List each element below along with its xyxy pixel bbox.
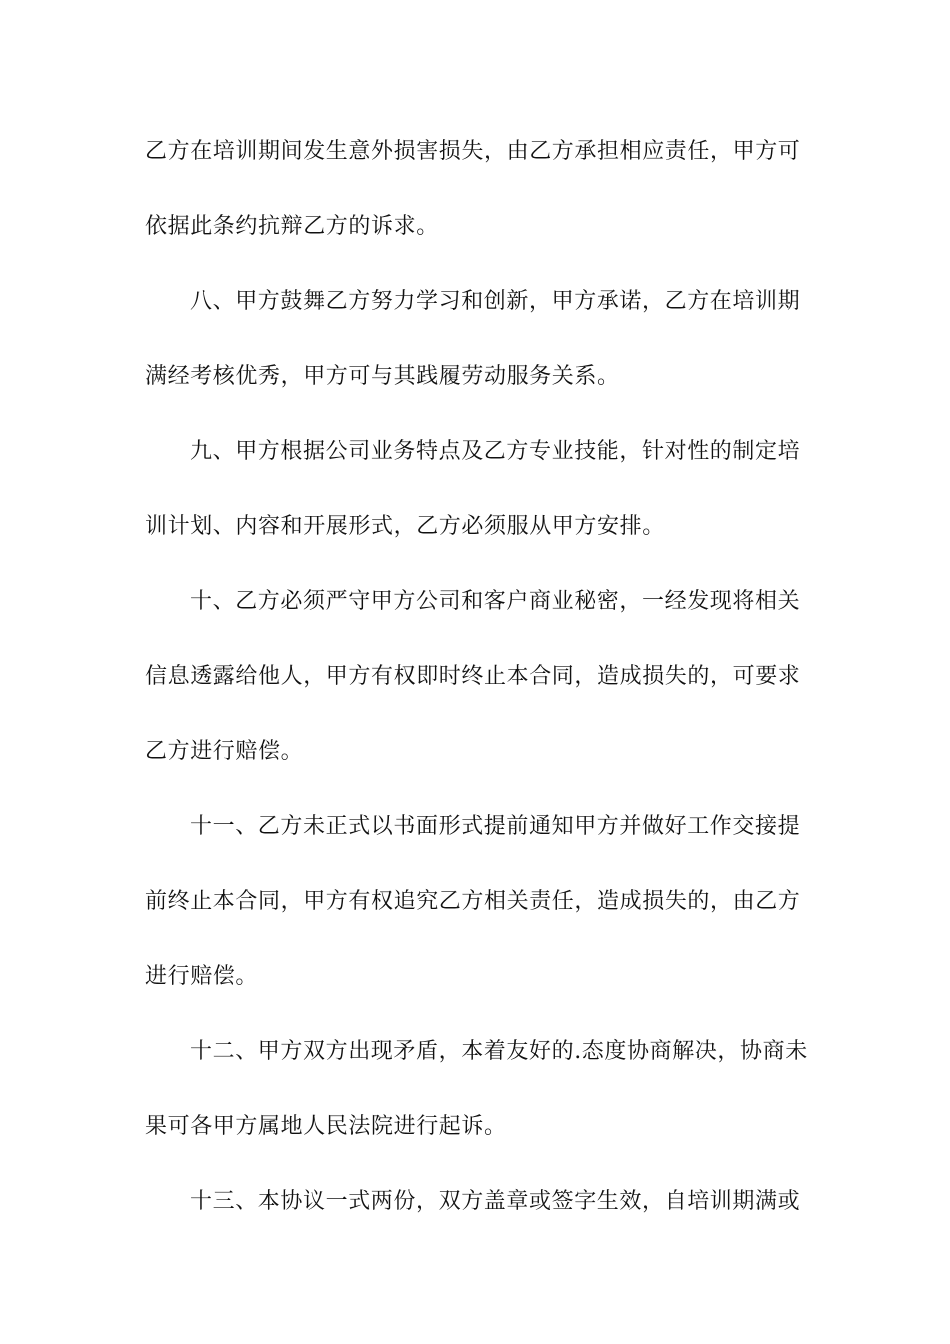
text-line: 训计划、内容和开展形式，乙方必须服从甲方安排。 xyxy=(145,514,665,539)
clause-9-start: 九、甲方根据公司业务特点及乙方专业技能，针对性的制定培 xyxy=(190,439,801,464)
text-line: 进行赔偿。 xyxy=(145,964,259,989)
text-line: 乙方进行赔偿。 xyxy=(145,739,304,764)
text-line: 信息透露给他人，甲方有权即时终止本合同，造成损失的，可要求 xyxy=(145,664,801,689)
text-line: 乙方在培训期间发生意外损害损失，由乙方承担相应责任，甲方可 xyxy=(145,139,801,164)
clause-10-start: 十、乙方必须严守甲方公司和客户商业秘密，一经发现将相关 xyxy=(190,589,801,614)
text-line: 前终止本合同，甲方有权追究乙方相关责任，造成损失的，由乙方 xyxy=(145,889,801,914)
clause-11-start: 十一、乙方未正式以书面形式提前通知甲方并做好工作交接提 xyxy=(190,814,801,839)
text-line: 果可各甲方属地人民法院进行起诉。 xyxy=(145,1114,507,1139)
text-line: 满经考核优秀，甲方可与其践履劳动服务关系。 xyxy=(145,364,620,389)
clause-8-start: 八、甲方鼓舞乙方努力学习和创新，甲方承诺，乙方在培训期 xyxy=(190,289,801,314)
clause-13-start: 十三、本协议一式两份，双方盖章或签字生效，自培训期满或 xyxy=(190,1189,801,1214)
text-line: 依据此条约抗辩乙方的诉求。 xyxy=(145,214,439,239)
clause-12-start: 十二、甲方双方出现矛盾，本着友好的.态度协商解决，协商未 xyxy=(190,1039,808,1064)
